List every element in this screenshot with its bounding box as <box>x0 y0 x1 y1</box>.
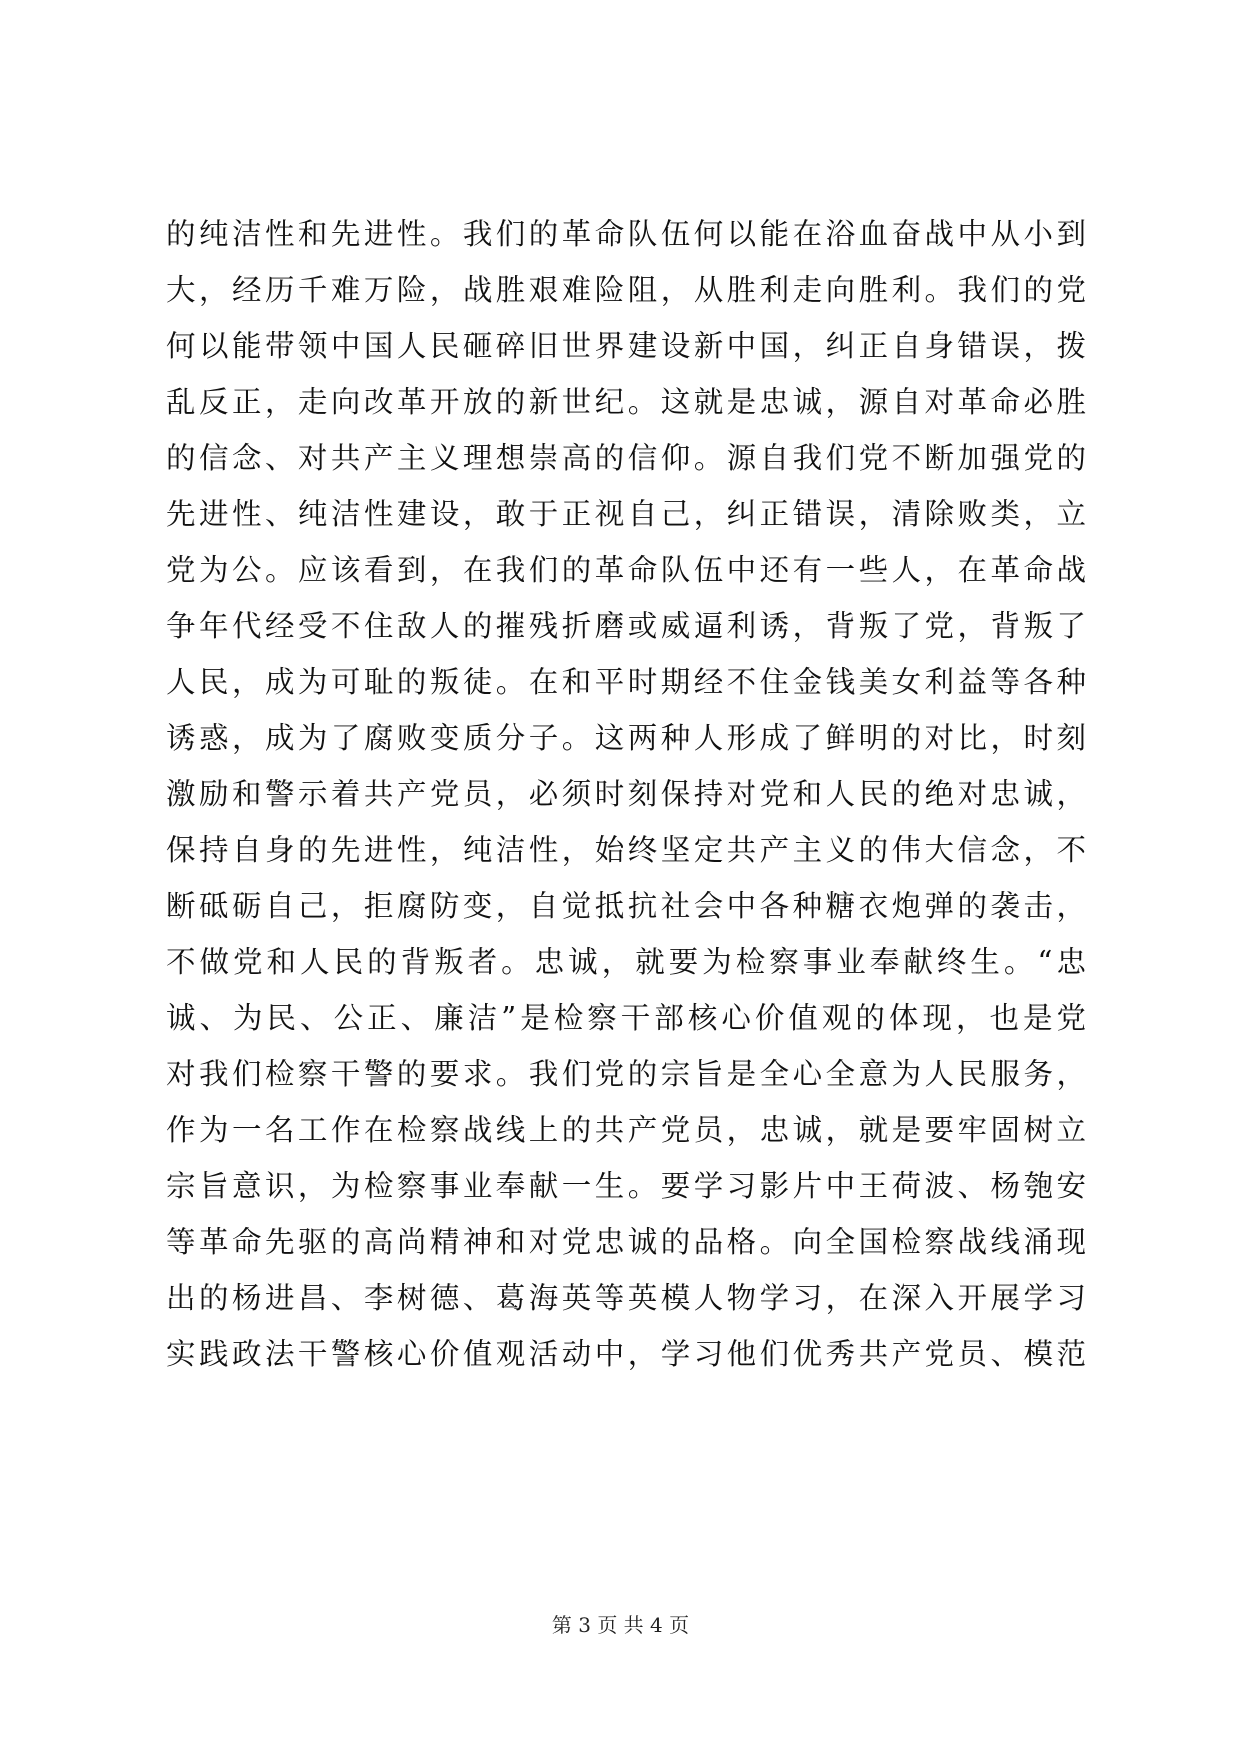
text-line: 出的杨进昌、李树德、葛海英等英模人物学习，在深入开展学习 <box>166 1281 1086 1315</box>
text-line: 人民，成为可耻的叛徒。在和平时期经不住金钱美女利益等各种 <box>166 665 1086 699</box>
text-line: 保持自身的先进性，纯洁性，始终坚定共产主义的伟大信念，不 <box>166 833 1086 867</box>
text-line: 作为一名工作在检察战线上的共产党员，忠诚，就是要牢固树立 <box>166 1113 1086 1147</box>
text-line: 党为公。应该看到，在我们的革命队伍中还有一些人，在革命战 <box>166 553 1086 587</box>
text-line: 的信念、对共产主义理想崇高的信仰。源自我们党不断加强党的 <box>166 441 1086 475</box>
page-footer: 第 3 页 共 4 页 <box>551 1613 690 1637</box>
text-line: 对我们检察干警的要求。我们党的宗旨是全心全意为人民服务， <box>166 1057 1086 1091</box>
text-line: 的纯洁性和先进性。我们的革命队伍何以能在浴血奋战中从小到 <box>166 217 1086 251</box>
text-line: 先进性、纯洁性建设，敢于正视自己，纠正错误，清除败类，立 <box>166 497 1086 531</box>
text-line: 等革命先驱的高尚精神和对党忠诚的品格。向全国检察战线涌现 <box>166 1225 1086 1259</box>
text-line: 不做党和人民的背叛者。忠诚，就要为检察事业奉献终生。“忠 <box>166 945 1086 979</box>
body-text <box>166 206 1086 1382</box>
text-line: 宗旨意识，为检察事业奉献一生。要学习影片中王荷波、杨匏安 <box>166 1169 1086 1203</box>
text-line: 何以能带领中国人民砸碎旧世界建设新中国，纠正自身错误，拨 <box>166 329 1086 363</box>
text-line: 实践政法干警核心价值观活动中，学习他们优秀共产党员、模范 <box>166 1337 1086 1371</box>
text-line: 大，经历千难万险，战胜艰难险阻，从胜利走向胜利。我们的党 <box>166 273 1086 307</box>
text-line: 诱惑，成为了腐败变质分子。这两种人形成了鲜明的对比，时刻 <box>166 721 1086 755</box>
text-line: 争年代经受不住敌人的摧残折磨或威逼利诱，背叛了党，背叛了 <box>166 609 1086 643</box>
text-line: 激励和警示着共产党员，必须时刻保持对党和人民的绝对忠诚， <box>166 777 1086 811</box>
text-line: 断砥砺自己，拒腐防变，自觉抵抗社会中各种糖衣炮弹的袭击， <box>166 889 1086 923</box>
text-line: 诚、为民、公正、廉洁”是检察干部核心价值观的体现，也是党 <box>166 1001 1086 1035</box>
text-line: 乱反正，走向改革开放的新世纪。这就是忠诚，源自对革命必胜 <box>166 385 1086 419</box>
